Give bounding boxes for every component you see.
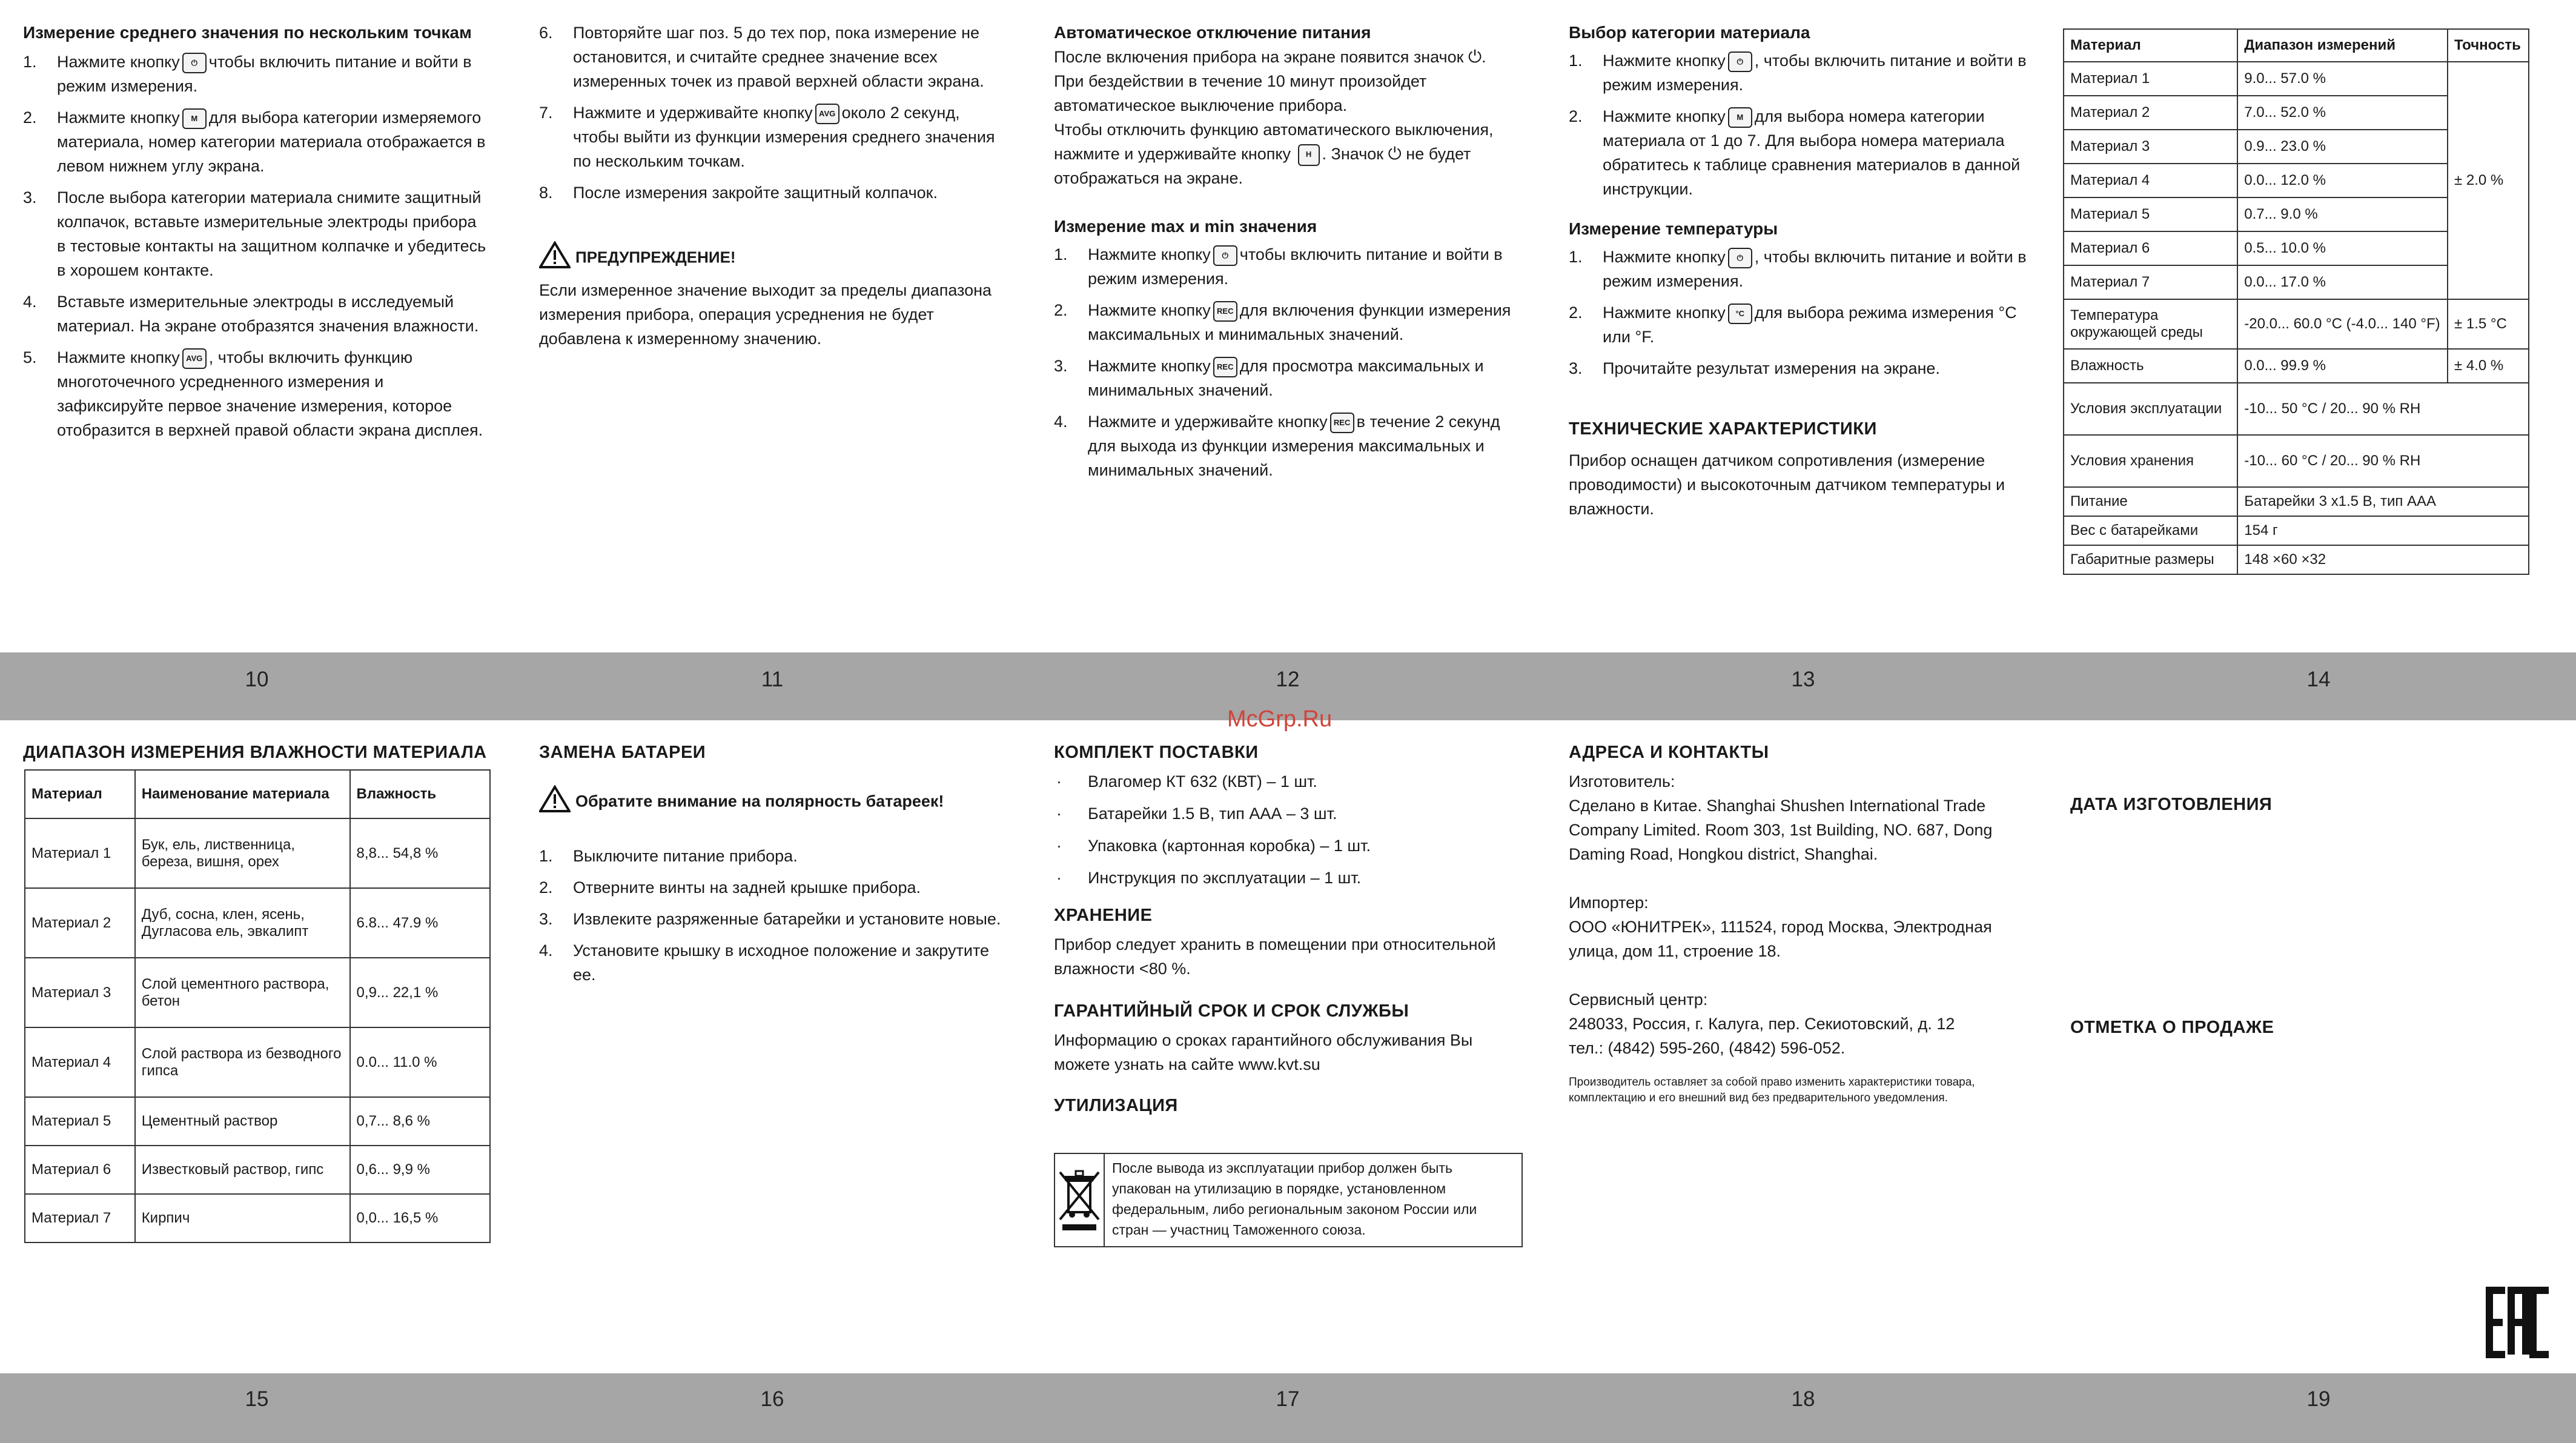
contacts-title: АДРЕСА И КОНТАКТЫ [1569, 743, 1769, 762]
table-cell: 154 г [2237, 516, 2529, 545]
table-row [2064, 62, 2529, 96]
table-cell: Влажность [2064, 349, 2237, 383]
avg-key-icon: AVG [182, 348, 207, 369]
step-number: 3. [1569, 359, 1583, 377]
step-item [539, 938, 1005, 987]
page-15-column [23, 740, 508, 765]
step-text: Извлеките разряженные батарейки и установите новые. [573, 910, 1001, 928]
step-text-cont: для включения функции измерения максимальных и минимальных значений. [1088, 301, 1511, 343]
cell-range: 0.9... 23.0 % [2237, 130, 2448, 164]
table-row [2064, 299, 2529, 349]
step-number: 2. [1054, 301, 1068, 319]
watermark-text: McGrp.Ru [1227, 706, 1333, 732]
m-key-icon: M [182, 108, 207, 129]
step-text: Нажмите кнопку [1603, 107, 1726, 125]
tech-specs-text: Прибор оснащен датчиком сопротивления (измерение проводимости) и высокоточным датчиком температуры и влажности. [1569, 451, 2005, 518]
step-number: 2. [539, 878, 553, 897]
step-text: Нажмите кнопку [57, 108, 180, 127]
step-item [1569, 104, 2035, 201]
cell-material: Материал 6 [2064, 231, 2237, 265]
warning-block [539, 241, 1005, 351]
warning-icon [539, 241, 571, 276]
power-key-icon: ⏻ [182, 53, 207, 73]
step-item [23, 50, 489, 98]
rec-key-icon: REC [1213, 301, 1237, 322]
crossed-bin-icon [1055, 1154, 1105, 1246]
step-text: После измерения закройте защитный колпачок. [573, 184, 938, 202]
page-number: 16 [760, 1387, 784, 1411]
table-cell: 0.0... 99.9 % [2237, 349, 2448, 383]
steps-list [23, 50, 489, 442]
step-text: Нажмите кнопку [1603, 248, 1726, 266]
step-text-cont: для выбора категории измеряемого материала, номер категории материала отображается в левом нижнем углу экрана. [57, 108, 486, 175]
temp-key-icon: °C [1728, 304, 1752, 324]
step-item [1054, 242, 1520, 291]
table-row [25, 888, 490, 958]
kit-item [1054, 769, 1520, 794]
hold-key-icon: H [1298, 144, 1320, 166]
step-number: 1. [539, 847, 553, 865]
auto-off-text-2: При бездействии в течение 10 минут произойдет автоматическое выключение прибора. [1054, 72, 1427, 114]
page-number: 14 [2306, 668, 2331, 691]
table-row [2064, 487, 2529, 516]
m-key-icon: M [1728, 107, 1752, 128]
table-row [25, 1194, 490, 1242]
step-text: Прочитайте результат измерения на экране. [1603, 359, 1940, 377]
step-text-cont: , чтобы включить питание и войти в режим измерения. [1603, 248, 2027, 290]
auto-off-text-1: После включения прибора на экране появится значок [1054, 48, 1464, 66]
table-cell: 0.0... 11.0 % [350, 1027, 490, 1097]
maker-text: Сделано в Китае. Shanghai Shushen International Trade Company Limited. Room 303, 1st Building, NO. 687, Dong Daming Road, Hongkou district, Shanghai. [1569, 797, 1993, 863]
service-label: Сервисный центр: [1569, 990, 1708, 1009]
temperature-title: Измерение температуры [1569, 219, 1778, 238]
table-row [25, 958, 490, 1027]
step-text-cont: , чтобы включить питание и войти в режим измерения. [1603, 51, 2027, 94]
material-select-title: Выбор категории материала [1569, 23, 1810, 42]
maxmin-title: Измерение max и min значения [1054, 217, 1317, 236]
power-key-icon: ⏻ [1728, 248, 1752, 268]
maker-label: Изготовитель: [1569, 772, 1675, 791]
table-cell: Габаритные размеры [2064, 545, 2237, 574]
step-text-cont: для выбора номера категории материала от 1 до 7. Для выбора номера материала обратитесь к таблице сравнения материалов в данной инструкции. [1603, 107, 2021, 198]
step-item [539, 907, 1005, 931]
importer-label: Импортер: [1569, 894, 1649, 912]
kit-item-text: Упаковка (картонная коробка) – 1 шт. [1088, 837, 1371, 855]
step-item [539, 181, 1005, 205]
page-19-column [2070, 792, 2543, 1040]
page-18-column [1569, 740, 2041, 1106]
power-key-icon: ⏻ [1728, 51, 1752, 72]
cell-range: 0.5... 10.0 % [2237, 231, 2448, 265]
table-cell: -10... 60 °C / 20... 90 % RH [2237, 435, 2529, 487]
warranty-title: ГАРАНТИЙНЫЙ СРОК И СРОК СЛУЖБЫ [1054, 1001, 1409, 1021]
polarity-warning: Обратите внимание на полярность батареек! [575, 792, 944, 811]
step-item [23, 105, 489, 178]
page-10-column [23, 21, 489, 449]
warranty-text: Информацию о сроках гарантийного обслуживания Вы можете узнать на сайте www.kvt.su [1054, 1031, 1473, 1073]
table-row [2064, 516, 2529, 545]
steps-list [1054, 242, 1520, 482]
table-cell: Условия хранения [2064, 435, 2237, 487]
table-row [2064, 349, 2529, 383]
step-number: 1. [1054, 245, 1068, 264]
cell-range: 9.0... 57.0 % [2237, 62, 2448, 96]
step-number: 4. [23, 293, 37, 311]
step-text: После выбора категории материала снимите защитный колпачок, вставьте измерительные электроды прибора в тестовые контакты на защитном колпачке и убедитесь в хорошем контакте. [57, 188, 486, 279]
table-cell: Питание [2064, 487, 2237, 516]
step-item [539, 21, 1005, 93]
page-12-column: Автоматическое отключение питания После включения прибора на экране появится значок ⏻. При бездействии в течение 10 минут произойдет автоматическое выключение прибора. Чтобы отключить функцию автоматического выключения, нажмите и удерживайте кнопку H . Значок ⏻ не будет отображаться на экране. Измерение max и min значения 1. Нажмите кнопку ⏻ чтобы включить питание и войти в режим измерения. 2. Нажмите кнопку REC для включения функции измерения максимальных и минимальных значений. 3. Нажмите кнопку REC для просмотра максимальных и минимальных значений. 4. Нажмите и удерживайте кнопку REC в течение 2 секунд для выхода из функции измерения максимальных и минимальных значений. [1054, 21, 1520, 489]
section-title: Измерение среднего значения по нескольким точкам [23, 23, 472, 42]
table-cell: Материал 1 [25, 818, 135, 888]
table-cell: -10... 50 °C / 20... 90 % RH [2237, 383, 2529, 435]
step-text: Нажмите кнопку [1088, 245, 1211, 264]
bullet-icon: · [1056, 772, 1062, 791]
step-number: 2. [1569, 304, 1583, 322]
service-phone: тел.: (4842) 595-260, (4842) 596-052. [1569, 1039, 1846, 1057]
step-item [23, 185, 489, 282]
steps-list [539, 844, 1005, 987]
cell-range: 0.0... 17.0 % [2237, 265, 2448, 299]
step-number: 2. [23, 108, 37, 127]
table-cell: Слой цементного раствора, бетон [135, 958, 350, 1027]
auto-off-text-3: Чтобы отключить функцию автоматического выключения, нажмите и удерживайте кнопку [1054, 121, 1494, 163]
table-cell: 6.8... 47.9 % [350, 888, 490, 958]
storage-title: ХРАНЕНИЕ [1054, 906, 1153, 925]
table-row [2064, 545, 2529, 574]
humidity-range-title: ДИАПАЗОН ИЗМЕРЕНИЯ ВЛАЖНОСТИ МАТЕРИАЛА [23, 743, 487, 762]
avg-key-icon: AVG [815, 104, 839, 124]
disposal-title: УТИЛИЗАЦИЯ [1054, 1096, 1178, 1115]
bullet-icon: · [1056, 804, 1062, 823]
table-cell: Материал 5 [25, 1097, 135, 1146]
warning-text: Если измеренное значение выходит за пределы диапазона измерения прибора, операция усреднения не будет добавлена к измеренному значению. [539, 281, 992, 348]
page-number: 18 [1791, 1387, 1815, 1411]
step-item [1569, 48, 2035, 97]
step-number: 5. [23, 348, 37, 367]
table-cell: 0,7... 8,6 % [350, 1097, 490, 1146]
step-text-cont: в течение 2 секунд для выхода из функции измерения максимальных и минимальных значений. [1088, 413, 1500, 479]
table-header: Материал [25, 770, 135, 818]
table-cell: 0,9... 22,1 % [350, 958, 490, 1027]
step-number: 6. [539, 24, 553, 42]
step-text-cont: , чтобы включить функцию многоточечного усредненного измерения и зафиксируйте первое значение измерения, которое отобразится в верхней правой области экрана дисплея. [57, 348, 483, 439]
page-13-column [1569, 21, 2035, 521]
cell-material: Материал 1 [2064, 62, 2237, 96]
table-cell: Дуб, сосна, клен, ясень, Дугласова ель, эвкалипт [135, 888, 350, 958]
warning-icon [539, 785, 571, 820]
power-symbol-icon: ⏻ [1468, 47, 1482, 66]
steps-list [1569, 48, 2035, 201]
table-cell: ± 4.0 % [2448, 349, 2529, 383]
table-cell: Бук, ель, лиственница, береза, вишня, орех [135, 818, 350, 888]
cell-accuracy: ± 2.0 % [2448, 62, 2529, 299]
page-16-column [539, 740, 1005, 994]
table-header: Влажность [350, 770, 490, 818]
kit-item [1054, 801, 1520, 826]
cell-material: Материал 3 [2064, 130, 2237, 164]
kit-list [1054, 769, 1520, 890]
page-number: 17 [1276, 1387, 1300, 1411]
step-text-cont: для выбора режима измерения °C или °F. [1603, 304, 2017, 346]
page-number: 12 [1276, 668, 1300, 691]
rec-key-icon: REC [1330, 413, 1354, 433]
step-text: Нажмите кнопку [1603, 51, 1726, 70]
power-symbol-icon: ⏻ [1388, 144, 1402, 163]
auto-off-title: Автоматическое отключение питания [1054, 23, 1371, 42]
table-cell: ± 1.5 °C [2448, 299, 2529, 349]
warning-title: ПРЕДУПРЕЖДЕНИЕ! [575, 248, 736, 267]
table-cell: Материал 3 [25, 958, 135, 1027]
step-item [1054, 354, 1520, 402]
step-text: Нажмите кнопку [57, 348, 180, 367]
page-number: 15 [245, 1387, 269, 1411]
page-11-column [539, 21, 1005, 351]
table-cell: -20.0... 60.0 °C (-4.0... 140 °F) [2237, 299, 2448, 349]
step-item [23, 345, 489, 442]
table-row [25, 1097, 490, 1146]
step-item [1054, 410, 1520, 482]
page-number: 13 [1791, 668, 1815, 691]
steps-list [1569, 245, 2035, 380]
table-cell: Известковый раствор, гипс [135, 1146, 350, 1194]
cell-range: 7.0... 52.0 % [2237, 96, 2448, 130]
table-header: Диапазон измерений [2237, 29, 2448, 62]
eac-logo [2486, 1287, 2552, 1361]
step-number: 1. [1569, 51, 1583, 70]
disposal-text: После вывода из эксплуатации прибор должен быть упакован на утилизацию в порядке, установленном федеральным, либо региональным законом России или стран — участниц Таможенного союза. [1112, 1160, 1477, 1238]
service-address: 248033, Россия, г. Калуга, пер. Секиотовский, д. 12 [1569, 1015, 1955, 1033]
step-text: Нажмите и удерживайте кнопку [573, 104, 813, 122]
table-cell: Температура окружающей среды [2064, 299, 2237, 349]
step-number: 4. [539, 941, 553, 960]
table-cell: Материал 7 [25, 1194, 135, 1242]
step-text: Нажмите и удерживайте кнопку [1088, 413, 1328, 431]
table-cell: 8,8... 54,8 % [350, 818, 490, 888]
spec-table [2063, 28, 2529, 575]
table-cell: Материал 4 [25, 1027, 135, 1097]
step-text-cont: чтобы включить питание и войти в режим измерения. [1088, 245, 1503, 288]
battery-title: ЗАМЕНА БАТАРЕИ [539, 743, 706, 762]
step-text: Нажмите кнопку [1088, 301, 1211, 319]
step-item [539, 101, 1005, 173]
kit-title: КОМПЛЕКТ ПОСТАВКИ [1054, 743, 1259, 762]
step-text-cont: для просмотра максимальных и минимальных значений. [1088, 357, 1484, 399]
step-number: 3. [1054, 357, 1068, 375]
step-text: Вставьте измерительные электроды в исследуемый материал. На экране отобразятся значения влажности. [57, 293, 479, 335]
step-text: Отверните винты на задней крышке прибора. [573, 878, 921, 897]
table-row [25, 1146, 490, 1194]
cell-material: Материал 5 [2064, 197, 2237, 231]
step-text-cont: около 2 секунд, чтобы выйти из функции измерения среднего значения по нескольким точкам. [573, 104, 995, 170]
table-cell: Материал 2 [25, 888, 135, 958]
tech-specs-title: ТЕХНИЧЕСКИЕ ХАРАКТЕРИСТИКИ [1569, 419, 1877, 439]
bullet-icon: · [1056, 837, 1062, 855]
table-row [25, 1027, 490, 1097]
step-text: Нажмите кнопку [57, 53, 180, 71]
step-text: Нажмите кнопку [1603, 304, 1726, 322]
table-cell: Вес с батарейками [2064, 516, 2237, 545]
step-text: Установите крышку в исходное положение и закрутите ее. [573, 941, 990, 984]
step-text: Выключите питание прибора. [573, 847, 798, 865]
cell-range: 0.7... 9.0 % [2237, 197, 2448, 231]
cell-material: Материал 4 [2064, 164, 2237, 197]
kit-item [1054, 834, 1520, 858]
page-number: 11 [761, 668, 784, 691]
steps-list [539, 21, 1005, 205]
table-row [2064, 435, 2529, 487]
cell-material: Материал 2 [2064, 96, 2237, 130]
table-row [2064, 383, 2529, 435]
humidity-table [24, 769, 491, 1243]
step-item [1569, 356, 2035, 380]
cell-range: 0.0... 12.0 % [2237, 164, 2448, 197]
step-text: Нажмите кнопку [1088, 357, 1211, 375]
step-number: 2. [1569, 107, 1583, 125]
table-row [25, 818, 490, 888]
storage-text: Прибор следует хранить в помещении при относительной влажности <80 %. [1054, 935, 1496, 978]
table-cell: Батарейки 3 x1.5 В, тип ААА [2237, 487, 2529, 516]
manufacture-date-title: ДАТА ИЗГОТОВЛЕНИЯ [2070, 795, 2273, 814]
importer-text: ООО «ЮНИТРЕК», 111524, город Москва, Электродная улица, дом 11, строение 18. [1569, 918, 1992, 960]
step-number: 7. [539, 104, 553, 122]
page-17-column [1054, 740, 1520, 1118]
step-item [539, 875, 1005, 900]
rec-key-icon: REC [1213, 357, 1237, 377]
step-number: 3. [23, 188, 37, 207]
kit-item [1054, 866, 1520, 890]
table-cell: 0,0... 16,5 % [350, 1194, 490, 1242]
step-item [1569, 245, 2035, 293]
table-cell: Цементный раствор [135, 1097, 350, 1146]
table-cell: Материал 6 [25, 1146, 135, 1194]
step-number: 1. [23, 53, 37, 71]
cell-material: Материал 7 [2064, 265, 2237, 299]
disposal-box [1054, 1153, 1523, 1247]
power-key-icon: ⏻ [1213, 245, 1237, 266]
bullet-icon: · [1056, 869, 1062, 887]
page-number: 19 [2306, 1387, 2331, 1411]
table-header: Наименование материала [135, 770, 350, 818]
step-number: 3. [539, 910, 553, 928]
table-header: Точность [2448, 29, 2529, 62]
kit-item-text: Инструкция по эксплуатации – 1 шт. [1088, 869, 1362, 887]
step-number: 1. [1569, 248, 1583, 266]
page-number: 10 [245, 668, 269, 691]
table-cell: 148 ×60 ×32 [2237, 545, 2529, 574]
table-cell: Условия эксплуатации [2064, 383, 2237, 435]
table-header: Материал [2064, 29, 2237, 62]
table-cell: Слой раствора из безводного гипса [135, 1027, 350, 1097]
step-item [1054, 298, 1520, 347]
step-item [539, 844, 1005, 868]
disclaimer-note: Производитель оставляет за собой право изменить характеристики товара, комплектацию и его внешний вид без предварительного уведомления. [1569, 1076, 1975, 1104]
step-text: Повторяйте шаг поз. 5 до тех пор, пока измерение не остановится, и считайте среднее значение всех измеренных точек из правой верхней области экрана. [573, 24, 984, 90]
table-cell: 0,6... 9,9 % [350, 1146, 490, 1194]
step-number: 8. [539, 184, 553, 202]
step-item [1569, 300, 2035, 349]
table-cell: Кирпич [135, 1194, 350, 1242]
sale-mark-title: ОТМЕТКА О ПРОДАЖЕ [2070, 1018, 2274, 1037]
step-text-cont: чтобы включить питание и войти в режим измерения. [57, 53, 472, 95]
step-number: 4. [1054, 413, 1068, 431]
step-item [23, 290, 489, 338]
kit-item-text: Батарейки 1.5 В, тип ААА – 3 шт. [1088, 804, 1337, 823]
kit-item-text: Влагомер КТ 632 (КВТ) – 1 шт. [1088, 772, 1317, 791]
